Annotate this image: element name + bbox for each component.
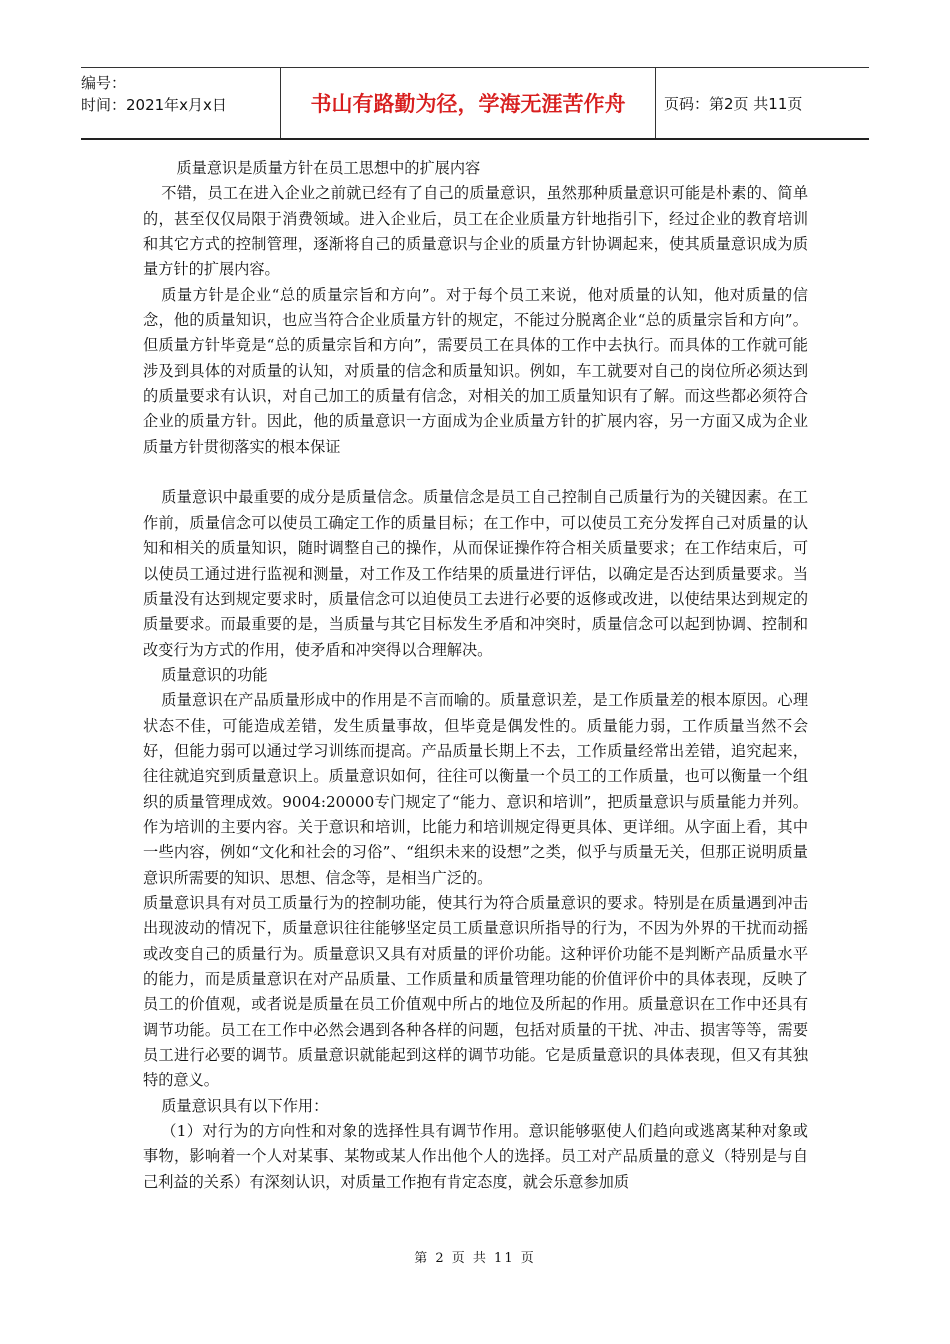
paragraph: 质量意识是质量方针在员工思想中的扩展内容 — [176, 159, 481, 177]
paragraph: 质量方针是企业“总的质量宗旨和方向”。对于每个员工来说，他对质量的认知，他对质量的信念，他的质量知识，也应当符合企业质量方针的规定，不能过分脱离企业“总的质量宗旨和方向”。但质量方针毕竟是“总的质量宗旨和方向”，需要员工在具体的工作中去执行。而具体的工作就可能涉及到具体的对质量的认知，对质量的信念和质量知识。例如，车工就要对自己的岗位所必须达到的质量要求有认识，对自己加工的质量有信念，对相关的加工质量知识有了解。而这些都必须符合企业的质量方针。因此，他的质量意识一方面成为企业质量方针的扩展内容，另一方面又成为企业质量方针贯彻落实的根本保证 — [143, 285, 808, 456]
document-number-label: 编号： — [81, 74, 127, 92]
header-meta — [81, 68, 281, 138]
header-page-info: 页码：第2页 共11页 — [664, 94, 803, 113]
paragraph: 不错，员工在进入企业之前就已经有了自己的质量意识，虽然那种质量意识可能是朴素的、简单的，甚至仅仅局限于消费领域。进入企业后，员工在企业质量方针地指引下，经过企业的教育培训和其它方式的控制管理，逐渐将自己的质量意识与企业的质量方针协调起来，使其质量意识成为质量方针的扩展内容。 — [143, 184, 808, 279]
page-footer: 第 2 页 共 11 页 — [414, 1251, 536, 1266]
paragraph: 质量意识在产品质量形成中的作用是不言而喻的。质量意识差，是工作质量差的根本原因。心理状态不佳，可能造成差错，发生质量事故，但毕竟是偶发性的。质量能力弱，工作质量当然不会好，但能力弱可以通过学习训练而提高。产品质量长期上不去，工作质量经常出差错，追究起来，往往就追究到质量意识上。质量意识如何，往往可以衡量一个员工的工作质量，也可以衡量一个组织的质量管理成效。9004:20000专门规定了“能力、意识和培训”，把质量意识与质量能力并列。作为培训的主要内容。关于意识和培训，比能力和培训规定得更具体、更详细。从字面上看，其中一些内容，例如“文化和社会的习俗”、“组织未来的设想”之类，似乎与质量无关，但那正说明质量意识所需要的知识、思想、信念等，是相当广泛的。 — [143, 691, 808, 887]
paragraph: （1）对行为的方向性和对象的选择性具有调节作用。意识能够驱使人们趋向或逃离某种对象或事物，影响着一个人对某事、某物或某人作出他个人的选择。员工对产品质量的意义（特别是与自己利益的关系）有深刻认识，对质量工作抱有肯定态度，就会乐意参加质 — [143, 1122, 808, 1191]
paragraph: 质量意识中最重要的成分是质量信念。质量信念是员工自己控制自己质量行为的关键因素。在工作前，质量信念可以使员工确定工作的质量目标；在工作中，可以使员工充分发挥自己对质量的认知和相关的质量知识，随时调整自己的操作，从而保证操作符合相关质量要求；在工作结束后，可以使员工通过进行监视和测量，对工作及工作结果的质量进行评估，以确定是否达到质量要求。当质量没有达到规定要求时，质量信念可以迫使员工去进行必要的返修或改进，以使结果达到规定的质量要求。而最重要的是，当质量与其它目标发生矛盾和冲突时，质量信念可以起到协调、控制和改变行为方式的作用，使矛盾和冲突得以合理解决。 — [143, 488, 808, 659]
paragraph: 质量意识具有对员工质量行为的控制功能，使其行为符合质量意识的要求。特别是在质量遇到冲击出现波动的情况下，质量意识往往能够坚定员工质量意识所指导的行为，不因为外界的干扰而动摇或改变自己的质量行为。质量意识又具有对质量的评价功能。这种评价功能不是判断产品质量水平的能力，而是质量意识在对产品质量、工作质量和质量管理功能的价值评价中的具体表现，反映了员工的价值观，或者说是质量在员工价值观中所占的地位及所起的作用。质量意识在工作中还具有调节功能。员工在工作中必然会遇到各种各样的问题，包括对质量的干扰、冲击、损害等等，需要员工进行必要的调节。质量意识就能起到这样的调节功能。它是质量意识的具体表现，但又有其独特的意义。 — [143, 893, 808, 1090]
paragraph: 质量意识的功能 — [161, 665, 268, 684]
document-body — [143, 156, 808, 1195]
paragraph: 质量意识具有以下作用： — [161, 1096, 329, 1115]
page-header — [81, 67, 869, 140]
blank-line — [143, 460, 808, 485]
document-date: 时间：2021年x月x日 — [81, 96, 227, 114]
header-motto: 书山有路勤为径，学海无涯苦作舟 — [281, 68, 656, 138]
